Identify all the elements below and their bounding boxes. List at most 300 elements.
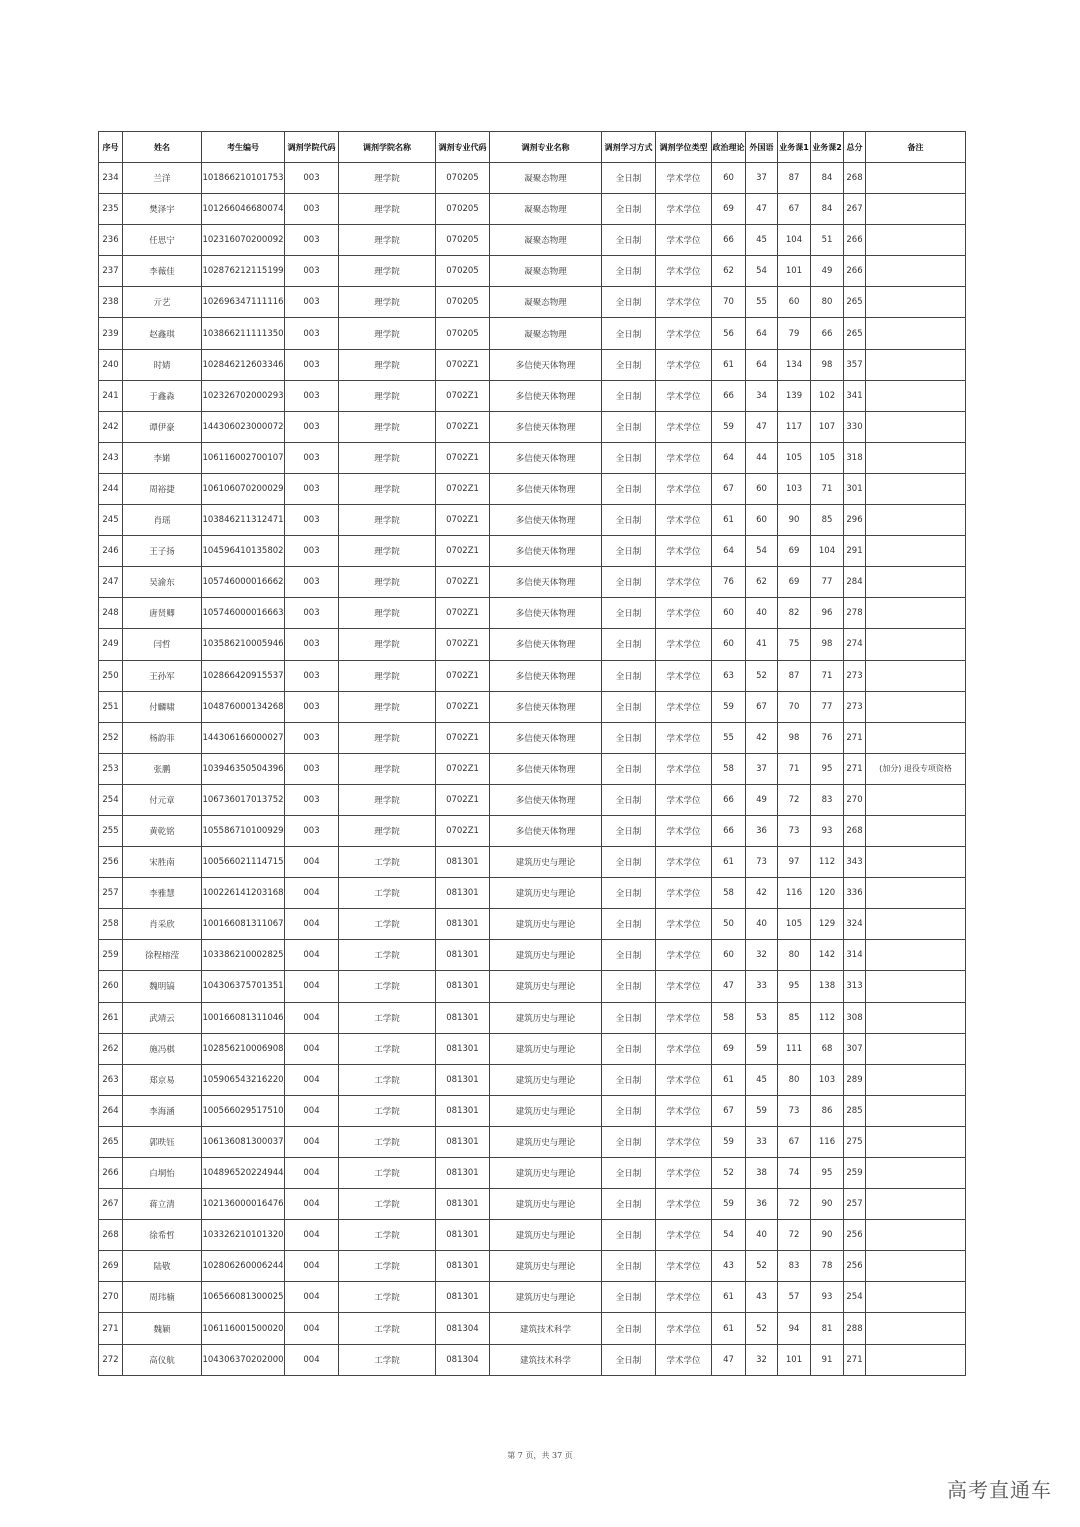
cell-subject2: 102 [811,380,844,411]
cell-foreign-lang: 42 [746,878,778,909]
table-row [99,318,966,349]
cell-subject2: 84 [811,163,844,194]
cell-seq: 266 [99,1158,123,1189]
cell-note [866,287,966,318]
cell-college-name: 理学院 [339,411,436,442]
cell-major-name: 多信使天体物理 [490,660,602,691]
cell-subject1: 73 [778,815,811,846]
cell-college-name: 工学院 [339,1126,436,1157]
cell-college-name: 工学院 [339,1344,436,1375]
column-header-foreign-lang: 外国语 [746,132,778,163]
cell-study-mode: 全日制 [602,1220,656,1251]
cell-college-code: 004 [285,1220,339,1251]
cell-seq: 269 [99,1251,123,1282]
cell-subject2: 95 [811,1158,844,1189]
table-row [99,1189,966,1220]
cell-foreign-lang: 40 [746,909,778,940]
cell-name: 高仪航 [123,1344,202,1375]
cell-total: 271 [844,722,866,753]
cell-major-code: 0702Z1 [436,629,490,660]
table-row [99,536,966,567]
table-row [99,1251,966,1282]
cell-study-mode: 全日制 [602,1126,656,1157]
cell-major-code: 0702Z1 [436,598,490,629]
cell-foreign-lang: 36 [746,815,778,846]
cell-seq: 259 [99,940,123,971]
cell-seq: 267 [99,1189,123,1220]
cell-note [866,1126,966,1157]
cell-seq: 252 [99,722,123,753]
table-row [99,567,966,598]
cell-college-name: 工学院 [339,1158,436,1189]
cell-college-code: 003 [285,256,339,287]
cell-note [866,629,966,660]
cell-total: 266 [844,256,866,287]
cell-note [866,847,966,878]
cell-college-code: 003 [285,691,339,722]
cell-degree-type: 学术学位 [656,1095,712,1126]
cell-study-mode: 全日制 [602,878,656,909]
cell-note [866,225,966,256]
cell-degree-type: 学术学位 [656,1002,712,1033]
cell-major-name: 多信使天体物理 [490,784,602,815]
column-header-degree-type: 调剂学位类型 [656,132,712,163]
cell-major-name: 建筑历史与理论 [490,878,602,909]
cell-subject2: 90 [811,1189,844,1220]
cell-note [866,536,966,567]
table-row [99,909,966,940]
cell-degree-type: 学术学位 [656,1282,712,1313]
cell-study-mode: 全日制 [602,163,656,194]
cell-degree-type: 学术学位 [656,1189,712,1220]
cell-degree-type: 学术学位 [656,722,712,753]
cell-subject2: 86 [811,1095,844,1126]
cell-degree-type: 学术学位 [656,194,712,225]
cell-subject2: 71 [811,660,844,691]
cell-major-name: 凝聚态物理 [490,318,602,349]
cell-name: 魏颖 [123,1313,202,1344]
cell-study-mode: 全日制 [602,691,656,722]
cell-politics: 61 [712,1282,746,1313]
cell-name: 施冯棋 [123,1033,202,1064]
cell-major-name: 多信使天体物理 [490,691,602,722]
cell-politics: 61 [712,1064,746,1095]
cell-major-code: 0702Z1 [436,815,490,846]
cell-foreign-lang: 38 [746,1158,778,1189]
cell-college-name: 理学院 [339,163,436,194]
cell-exam-id: 106136081300037 [202,1126,285,1157]
cell-seq: 255 [99,815,123,846]
cell-note [866,318,966,349]
cell-study-mode: 全日制 [602,1344,656,1375]
cell-politics: 59 [712,691,746,722]
cell-subject2: 129 [811,909,844,940]
cell-name: 唐贤卿 [123,598,202,629]
cell-note [866,163,966,194]
cell-foreign-lang: 44 [746,442,778,473]
cell-name: 宋胜南 [123,847,202,878]
cell-politics: 69 [712,194,746,225]
cell-name: 肖采欣 [123,909,202,940]
table-row [99,691,966,722]
table-row [99,722,966,753]
cell-subject2: 103 [811,1064,844,1095]
cell-subject2: 105 [811,442,844,473]
cell-major-code: 081304 [436,1313,490,1344]
cell-college-code: 004 [285,1344,339,1375]
cell-total: 318 [844,442,866,473]
cell-college-name: 工学院 [339,1033,436,1064]
cell-seq: 239 [99,318,123,349]
cell-degree-type: 学术学位 [656,1344,712,1375]
cell-name: 白垌怡 [123,1158,202,1189]
cell-college-code: 004 [285,1002,339,1033]
cell-college-name: 工学院 [339,1002,436,1033]
cell-subject1: 105 [778,442,811,473]
cell-seq: 271 [99,1313,123,1344]
table-row [99,1158,966,1189]
cell-study-mode: 全日制 [602,629,656,660]
cell-exam-id: 102696347111116 [202,287,285,318]
column-header-note: 备注 [866,132,966,163]
table-row [99,1344,966,1375]
cell-major-code: 081301 [436,1002,490,1033]
cell-total: 265 [844,287,866,318]
cell-exam-id: 104306375701351 [202,971,285,1002]
cell-major-code: 081301 [436,1220,490,1251]
cell-total: 273 [844,660,866,691]
cell-major-code: 0702Z1 [436,660,490,691]
cell-total: 271 [844,753,866,784]
cell-name: 闫哲 [123,629,202,660]
cell-politics: 59 [712,411,746,442]
cell-note [866,722,966,753]
cell-college-name: 理学院 [339,194,436,225]
cell-degree-type: 学术学位 [656,380,712,411]
cell-major-code: 0702Z1 [436,722,490,753]
cell-college-code: 003 [285,629,339,660]
cell-seq: 270 [99,1282,123,1313]
cell-college-name: 理学院 [339,225,436,256]
cell-subject1: 104 [778,225,811,256]
cell-major-code: 0702Z1 [436,784,490,815]
cell-name: 徐程榕滢 [123,940,202,971]
cell-exam-id: 100166081311046 [202,1002,285,1033]
cell-foreign-lang: 33 [746,971,778,1002]
cell-exam-id: 102326702000293 [202,380,285,411]
table-row [99,1002,966,1033]
cell-politics: 43 [712,1251,746,1282]
cell-degree-type: 学术学位 [656,660,712,691]
cell-total: 324 [844,909,866,940]
cell-study-mode: 全日制 [602,598,656,629]
cell-total: 257 [844,1189,866,1220]
cell-subject1: 75 [778,629,811,660]
page-footer: 第 7 页，共 37 页 [507,1451,573,1460]
cell-subject2: 138 [811,971,844,1002]
cell-major-name: 多信使天体物理 [490,722,602,753]
cell-name: 魏明镐 [123,971,202,1002]
cell-study-mode: 全日制 [602,1158,656,1189]
cell-degree-type: 学术学位 [656,442,712,473]
cell-subject2: 142 [811,940,844,971]
cell-study-mode: 全日制 [602,411,656,442]
cell-major-code: 0702Z1 [436,505,490,536]
cell-foreign-lang: 60 [746,473,778,504]
cell-note [866,1313,966,1344]
cell-college-name: 工学院 [339,1095,436,1126]
cell-note [866,567,966,598]
cell-college-code: 003 [285,815,339,846]
cell-politics: 62 [712,256,746,287]
cell-college-code: 004 [285,1158,339,1189]
cell-seq: 253 [99,753,123,784]
cell-total: 336 [844,878,866,909]
cell-subject1: 87 [778,660,811,691]
cell-degree-type: 学术学位 [656,940,712,971]
cell-major-name: 建筑历史与理论 [490,909,602,940]
cell-note [866,815,966,846]
cell-name: 郑京易 [123,1064,202,1095]
cell-subject1: 71 [778,753,811,784]
cell-total: 314 [844,940,866,971]
cell-politics: 58 [712,1002,746,1033]
cell-foreign-lang: 54 [746,536,778,567]
cell-college-code: 003 [285,194,339,225]
cell-major-name: 凝聚态物理 [490,194,602,225]
cell-college-code: 003 [285,349,339,380]
cell-exam-id: 106116002700107 [202,442,285,473]
cell-major-code: 081301 [436,1095,490,1126]
cell-subject2: 95 [811,753,844,784]
cell-total: 307 [844,1033,866,1064]
cell-college-name: 理学院 [339,753,436,784]
cell-subject2: 112 [811,847,844,878]
cell-subject2: 85 [811,505,844,536]
cell-subject2: 49 [811,256,844,287]
cell-total: 254 [844,1282,866,1313]
cell-college-code: 004 [285,940,339,971]
cell-foreign-lang: 32 [746,940,778,971]
cell-college-name: 工学院 [339,847,436,878]
cell-major-name: 多信使天体物理 [490,411,602,442]
cell-seq: 249 [99,629,123,660]
cell-degree-type: 学术学位 [656,163,712,194]
cell-name: 亓艺 [123,287,202,318]
cell-politics: 66 [712,815,746,846]
cell-name: 李婼 [123,442,202,473]
cell-college-name: 工学院 [339,878,436,909]
cell-major-code: 081301 [436,878,490,909]
cell-note [866,660,966,691]
table-row [99,163,966,194]
table-row [99,598,966,629]
cell-degree-type: 学术学位 [656,847,712,878]
cell-study-mode: 全日制 [602,1064,656,1095]
cell-subject2: 96 [811,598,844,629]
cell-major-name: 建筑历史与理论 [490,1282,602,1313]
cell-subject2: 93 [811,815,844,846]
cell-total: 256 [844,1251,866,1282]
cell-exam-id: 103846211312471 [202,505,285,536]
cell-college-name: 工学院 [339,909,436,940]
cell-politics: 67 [712,1095,746,1126]
cell-major-name: 建筑历史与理论 [490,1220,602,1251]
cell-exam-id: 103326210101320 [202,1220,285,1251]
cell-study-mode: 全日制 [602,1095,656,1126]
cell-subject1: 72 [778,784,811,815]
cell-note [866,878,966,909]
table-row [99,1064,966,1095]
cell-seq: 264 [99,1095,123,1126]
cell-college-name: 理学院 [339,287,436,318]
cell-name: 吴渝东 [123,567,202,598]
cell-politics: 61 [712,1313,746,1344]
cell-college-code: 004 [285,878,339,909]
cell-exam-id: 104896520224944 [202,1158,285,1189]
table-row [99,411,966,442]
table-row [99,287,966,318]
cell-subject1: 105 [778,909,811,940]
cell-seq: 244 [99,473,123,504]
cell-exam-id: 105586710100929 [202,815,285,846]
cell-subject1: 134 [778,349,811,380]
table-row [99,1095,966,1126]
cell-politics: 66 [712,784,746,815]
cell-college-code: 004 [285,909,339,940]
cell-subject1: 80 [778,940,811,971]
cell-politics: 76 [712,567,746,598]
cell-note [866,505,966,536]
cell-subject1: 73 [778,1095,811,1126]
cell-major-code: 0702Z1 [436,753,490,784]
cell-major-name: 凝聚态物理 [490,225,602,256]
cell-college-code: 004 [285,1189,339,1220]
cell-exam-id: 103946350504396 [202,753,285,784]
cell-foreign-lang: 64 [746,349,778,380]
cell-college-name: 工学院 [339,971,436,1002]
table-header [99,132,966,163]
table-body [99,163,966,1376]
cell-major-code: 0702Z1 [436,691,490,722]
cell-subject1: 69 [778,536,811,567]
cell-study-mode: 全日制 [602,1002,656,1033]
column-header-exam-id: 考生编号 [202,132,285,163]
cell-major-code: 081301 [436,940,490,971]
cell-seq: 234 [99,163,123,194]
cell-major-code: 070205 [436,318,490,349]
cell-total: 296 [844,505,866,536]
cell-politics: 61 [712,505,746,536]
cell-exam-id: 102846212603346 [202,349,285,380]
cell-exam-id: 105746000016662 [202,567,285,598]
cell-politics: 60 [712,629,746,660]
cell-subject1: 95 [778,971,811,1002]
cell-name: 赵鑫琪 [123,318,202,349]
cell-study-mode: 全日制 [602,536,656,567]
cell-note [866,1282,966,1313]
cell-exam-id: 106566081300025 [202,1282,285,1313]
cell-exam-id: 103586210005946 [202,629,285,660]
cell-major-name: 建筑历史与理论 [490,1126,602,1157]
table-row [99,1126,966,1157]
cell-degree-type: 学术学位 [656,1158,712,1189]
cell-foreign-lang: 52 [746,1251,778,1282]
cell-note [866,1158,966,1189]
cell-note [866,1344,966,1375]
cell-note [866,349,966,380]
cell-major-code: 070205 [436,163,490,194]
cell-note [866,1064,966,1095]
cell-college-name: 理学院 [339,380,436,411]
table-row [99,878,966,909]
cell-name: 兰洋 [123,163,202,194]
table-row [99,629,966,660]
cell-seq: 240 [99,349,123,380]
table-row [99,1282,966,1313]
cell-major-code: 081301 [436,1282,490,1313]
cell-subject1: 79 [778,318,811,349]
cell-name: 付麟啸 [123,691,202,722]
cell-total: 274 [844,629,866,660]
column-header-major-code: 调剂专业代码 [436,132,490,163]
cell-foreign-lang: 59 [746,1033,778,1064]
cell-seq: 245 [99,505,123,536]
cell-study-mode: 全日制 [602,256,656,287]
cell-foreign-lang: 49 [746,784,778,815]
cell-degree-type: 学术学位 [656,567,712,598]
cell-study-mode: 全日制 [602,1313,656,1344]
table-row [99,473,966,504]
cell-study-mode: 全日制 [602,1033,656,1064]
cell-note [866,194,966,225]
cell-total: 273 [844,691,866,722]
cell-name: 徐希哲 [123,1220,202,1251]
column-header-seq: 序号 [99,132,123,163]
cell-subject2: 112 [811,1002,844,1033]
cell-degree-type: 学术学位 [656,318,712,349]
cell-major-name: 多信使天体物理 [490,753,602,784]
cell-college-code: 004 [285,1282,339,1313]
cell-politics: 61 [712,847,746,878]
cell-college-name: 工学院 [339,1064,436,1095]
cell-total: 313 [844,971,866,1002]
cell-college-name: 理学院 [339,349,436,380]
cell-name: 李薇佳 [123,256,202,287]
cell-subject1: 111 [778,1033,811,1064]
cell-politics: 60 [712,163,746,194]
cell-name: 王子扬 [123,536,202,567]
cell-major-code: 081301 [436,1189,490,1220]
cell-foreign-lang: 40 [746,598,778,629]
cell-major-name: 多信使天体物理 [490,473,602,504]
cell-degree-type: 学术学位 [656,473,712,504]
cell-college-name: 理学院 [339,722,436,753]
cell-degree-type: 学术学位 [656,1126,712,1157]
cell-total: 268 [844,815,866,846]
cell-total: 271 [844,1344,866,1375]
table-row [99,660,966,691]
cell-degree-type: 学术学位 [656,629,712,660]
cell-subject1: 90 [778,505,811,536]
cell-degree-type: 学术学位 [656,256,712,287]
cell-study-mode: 全日制 [602,847,656,878]
cell-seq: 236 [99,225,123,256]
cell-degree-type: 学术学位 [656,784,712,815]
table-row [99,256,966,287]
cell-major-name: 凝聚态物理 [490,287,602,318]
cell-exam-id: 101866210101753 [202,163,285,194]
